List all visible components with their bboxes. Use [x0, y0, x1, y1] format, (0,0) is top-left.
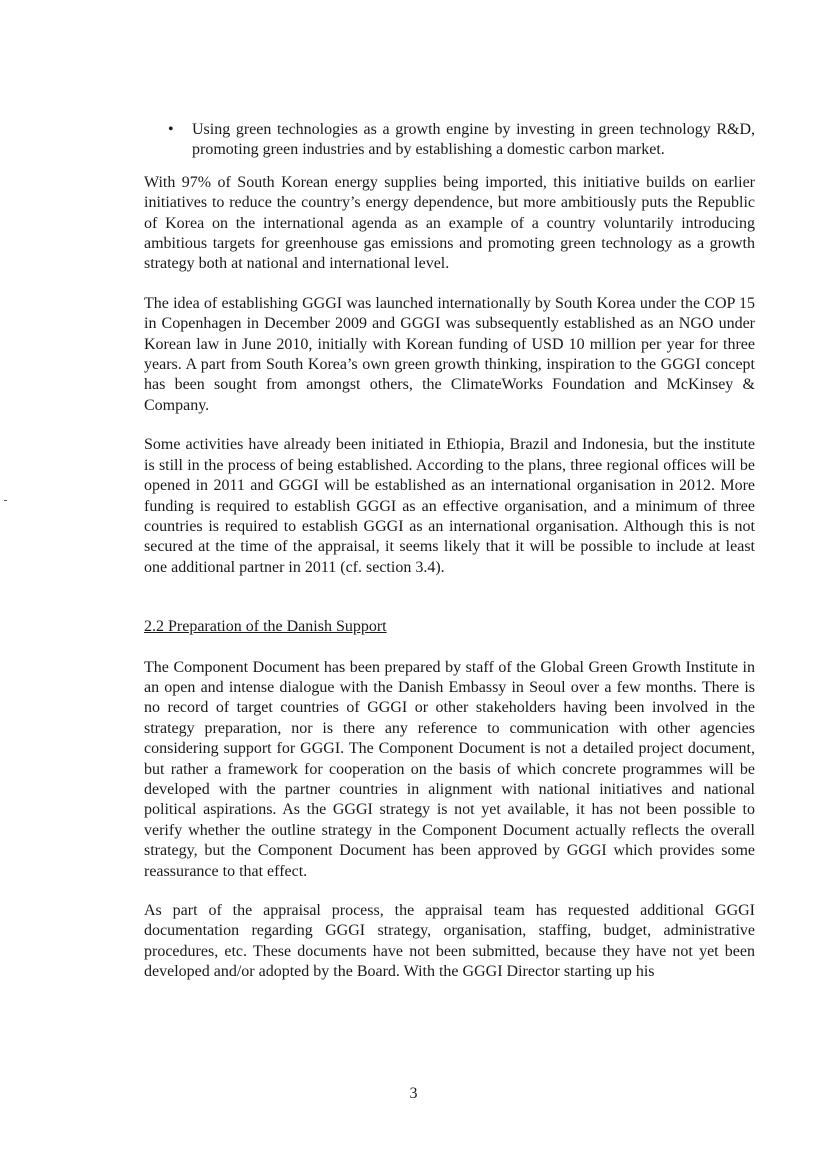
bullet-text: Using green technologies as a growth engine by investing in green technology R&D, promoting green industries and by establishing a domestic carbon market. — [192, 121, 755, 159]
page-number: 3 — [409, 1085, 418, 1102]
paragraph-gggi-establishment: The idea of establishing GGGI was launched internationally by South Korea under the COP 15 in Copenhagen in December 2009 and GGGI was subsequently established as an NGO under Korean law in June 2010, initially with Korean funding of USD 10 million per year for three years. A part from South Korea’s own green growth thinking, inspiration to the GGGI concept has been sought from amongst others, the ClimateWorks Foundation and McKinsey & Company. — [144, 294, 755, 414]
page-content — [144, 120, 755, 1002]
bullet-list — [144, 120, 755, 161]
paragraph-component-document: The Component Document has been prepared by staff of the Global Green Growth Institute in an open and intense dialogue with the Danish Embassy in Seoul over a few months. There is no record of target countries of GGGI or other stakeholders having been involved in the strategy preparation, nor is there any reference to communication with other agencies considering support for GGGI. The Component Document is not a detailed project document, but rather a framework for cooperation on the basis of which concrete programmes will be developed with the partner countries in alignment with national initiatives and national political aspirations. As the GGGI strategy is not yet available, it has not been possible to verify whether the outline strategy in the Component Document actually reflects the overall strategy, but the Component Document has been approved by GGGI which provides some reassurance to that effect. — [144, 658, 755, 880]
paragraph-activities: Some activities have already been initiated in Ethiopia, Brazil and Indonesia, but the institute is still in the process of being established. According to the plans, three regional offices will be opened in 2011 and GGGI will be established as an international organisation in 2012. More funding is required to establish GGGI as an effective organisation, and a minimum of three countries is required to establish GGGI as an international organisation. Although this is not secured at the time of the appraisal, it seems likely that it will be possible to include at least one additional partner in 2011 (cf. section 3.4). — [144, 436, 755, 576]
list-item — [144, 120, 755, 161]
bullet-icon: • — [168, 121, 174, 138]
margin-mark — [4, 500, 7, 501]
section-heading: 2.2 Preparation of the Danish Support — [144, 618, 387, 636]
paragraph-energy-imports: With 97% of South Korean energy supplies being imported, this initiative builds on earlier initiatives to reduce the country’s energy dependence, but more ambitiously puts the Republic of Korea on the international agenda as an example of a country voluntarily introducing ambitious targets for greenhouse gas emissions and promoting green technology as a growth strategy both at national and international level. — [144, 173, 755, 273]
paragraph-appraisal-process: As part of the appraisal process, the appraisal team has requested additional GGGI documentation regarding GGGI strategy, organisation, staffing, budget, administrative procedures, etc. These documents have not been submitted, because they have not yet been developed and/or adopted by the Board. With the GGGI Director starting up his — [144, 902, 755, 981]
